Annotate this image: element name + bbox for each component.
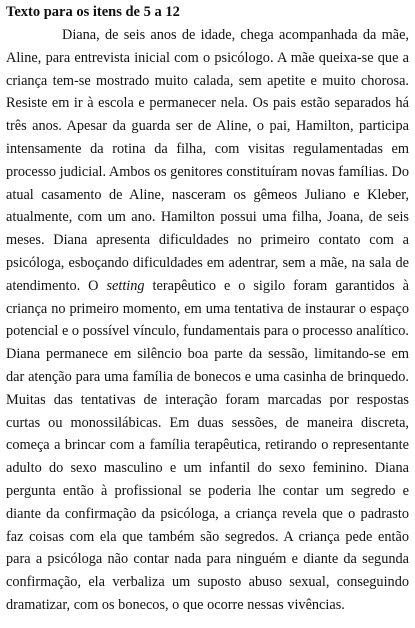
passage-text-part-2: terapêutico e o sigilo foram garantidos à criança no primeiro momento, em uma tentativa de instaurar o espaço potencial e o possível vínculo, fundamentais para o processo analítico. Diana permanece em silêncio boa parte da sessão, limitando-se em dar atenção para uma família de bonecos e uma casinha de brinquedo. Muitas das tentativas de interação foram marcadas por respostas curtas ou monossilábicas. Em duas sessões, de maneira discreta, começa a brincar com a família terapêutica, retirando o representante adulto do sexo masculino e um infantil do sexo feminino. Diana pergunta então à profissional se poderia lhe contar um segredo e diante da confirmação da psicóloga, a criança revela que o padrasto faz coisas com ela que também são segredos. A criança pede então para a psicóloga não contar nada para ninguém e diante da segunda confirmação, ela verbaliza um suposto abuso sexual, conseguindo dramatizar, com os bonecos, o que ocorre nessas vivências.	[6, 277, 409, 613]
case-passage	[6, 24, 409, 617]
section-heading: Texto para os itens de 5 a 12	[6, 4, 180, 20]
passage-text-part-1: Diana, de seis anos de idade, chega acompanhada da mãe, Aline, para entrevista inicial com o psicólogo. A mãe queixa-se que a criança tem-se mostrado muito calada, sem apetite e muito chorosa. Resiste em ir à escola e permanecer nela. Os pais estão separados há três anos. Apesar da guarda ser de Aline, o pai, Hamilton, participa intensamente da rotina da filha, com visitas regulamentadas em processo judicial. Ambos os genitores constituíram novas famílias. Do atual casamento de Aline, nasceram os gêmeos Juliano e Kleber, atualmente, com um ano. Hamilton possui uma filha, Joana, de seis meses. Diana apresenta dificuldades no primeiro contato com a psicóloga, esboçando dificuldades em adentrar, sem a mãe, na sala de atendimento. O	[6, 27, 409, 294]
passage-emphasis-setting: setting	[106, 277, 145, 294]
